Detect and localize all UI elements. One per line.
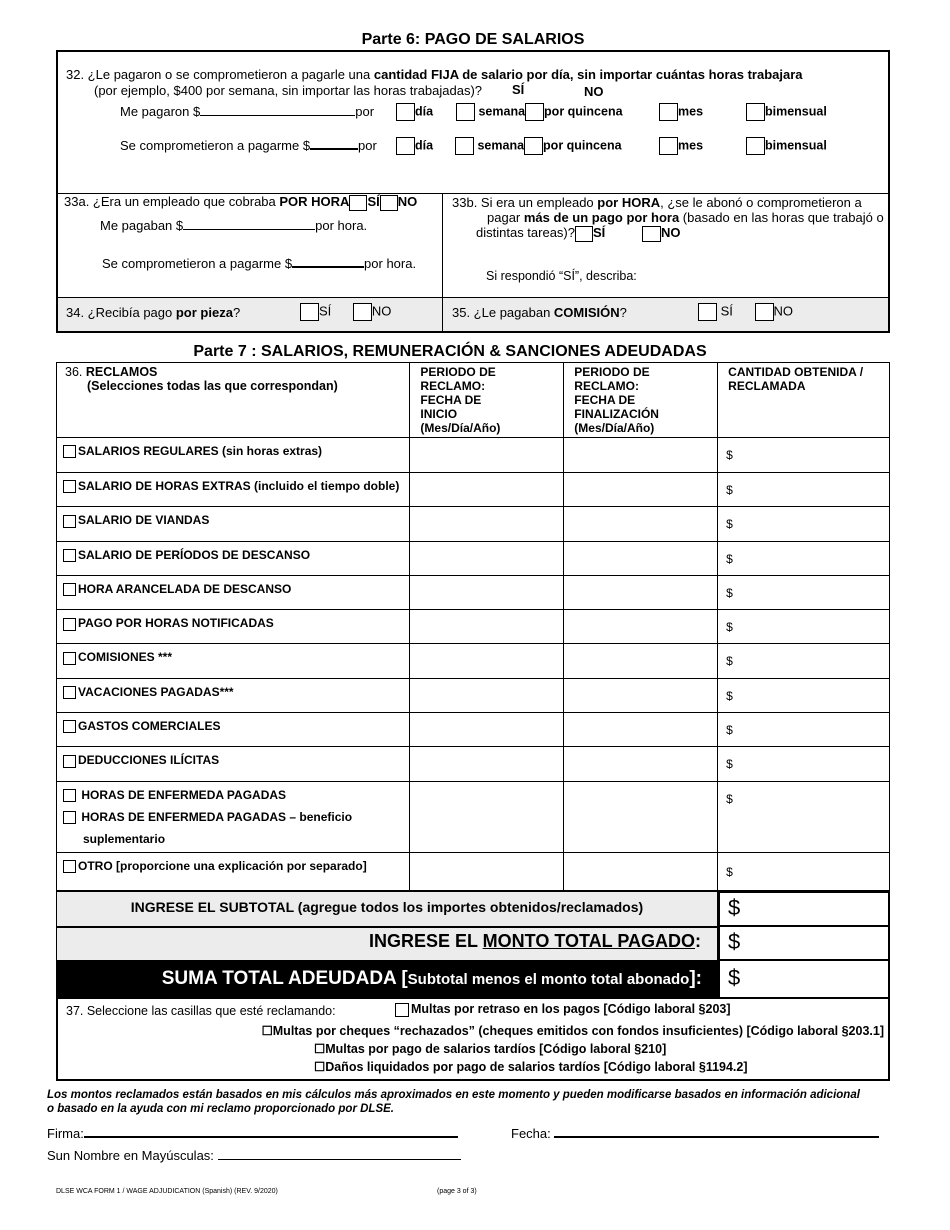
sick-label-1: HORAS DE ENFERMEDA PAGADAS [81, 787, 287, 802]
q32-promised-row [120, 138, 377, 153]
claim-checkbox[interactable] [63, 720, 76, 733]
nombre-field[interactable] [218, 1146, 461, 1160]
total-paid-label-cell [56, 927, 718, 961]
sick-checkbox-2[interactable] [63, 811, 76, 824]
q32-promised-mes-checkbox[interactable] [659, 137, 678, 155]
q32-paid-label: Me pagaron $ [120, 104, 201, 119]
claim-checkbox[interactable] [63, 618, 76, 631]
q34-prefix: 34. ¿Recibía pago [66, 305, 176, 320]
firma-row [47, 1124, 458, 1141]
q33a-no: NO [397, 194, 418, 209]
sum-total-label [162, 968, 702, 990]
claims-header-end [564, 363, 718, 438]
claim-label-cell [57, 473, 410, 507]
opt-mes-2: mes [678, 138, 704, 153]
q34-question [66, 305, 240, 320]
q33b-no-label: NO [661, 225, 681, 240]
q32-por: por [355, 104, 375, 119]
q33b-no [642, 225, 681, 242]
claim-amount[interactable]: $ [718, 713, 890, 747]
sick-end-date[interactable] [564, 781, 718, 852]
claim-rows [57, 438, 890, 782]
q32-no-label: NO [584, 84, 604, 99]
claim-label-cell [57, 575, 410, 609]
q32-paid-mes-checkbox[interactable] [659, 103, 678, 121]
claim-end-date[interactable] [564, 644, 718, 678]
q37-opt1-label: Multas por retraso en los pagos [Código laboral §203] [411, 1002, 731, 1016]
other-label-cell [57, 852, 410, 892]
claim-start-date[interactable] [410, 747, 564, 781]
q33a-paid-row [100, 218, 367, 233]
q32-promised-semana-checkbox[interactable] [455, 137, 474, 155]
claim-label: SALARIO DE VIANDAS [78, 513, 210, 528]
sick-label-cell [57, 781, 410, 852]
q34-suffix: ? [232, 305, 241, 320]
q34-si: SÍ [319, 303, 332, 319]
q35-si-checkbox[interactable] [698, 303, 717, 321]
q35-options [698, 303, 793, 321]
sick-amount[interactable]: $ [718, 781, 890, 852]
sick-label-2: HORAS DE ENFERMEDA PAGADAS – beneficio [81, 809, 353, 824]
q34-options [300, 303, 391, 321]
part7-title: Parte 7 : SALARIOS, REMUNERACIÓN & SANCIONES ADEUDADAS [193, 343, 707, 360]
other-checkbox[interactable] [63, 860, 76, 873]
page-number: (page 3 of 3) [437, 1188, 477, 1195]
h3-l1: PERIODO DE [574, 365, 650, 379]
q33a-paid-field[interactable] [183, 218, 315, 230]
total-paid-suffix: : [695, 931, 701, 951]
claim-checkbox[interactable] [63, 755, 76, 768]
part6-title: Parte 6: PAGO DE SALARIOS [361, 31, 585, 48]
claim-label: SALARIO DE HORAS EXTRAS (incluido el tiempo doble) [78, 479, 400, 493]
fecha-row [511, 1124, 879, 1141]
claim-label-cell [57, 747, 410, 781]
q35-bold: COMISIÓN [553, 305, 620, 320]
q37-label: 37. Seleccione las casillas que esté reclamando: [66, 1004, 336, 1018]
claim-start-date[interactable] [410, 644, 564, 678]
claim-end-date[interactable] [564, 507, 718, 541]
q36-sub: (Selecciones todas las que correspondan) [87, 379, 338, 393]
q33a-no-checkbox[interactable] [380, 195, 398, 211]
q33b-b1: por HORA [597, 195, 661, 210]
fecha-field[interactable] [554, 1124, 879, 1138]
claim-label: GASTOS COMERCIALES [78, 719, 221, 734]
claim-end-date[interactable] [564, 541, 718, 575]
claim-row [57, 575, 890, 609]
q33b-line1 [452, 195, 862, 210]
h4-l1: CANTIDAD OBTENIDA / [728, 365, 864, 379]
claim-amount[interactable]: $ [718, 610, 890, 644]
claim-end-date[interactable] [564, 473, 718, 507]
claim-label: SALARIO DE PERÍODOS DE DESCANSO [78, 547, 311, 562]
q33a-prefix: 33a. ¿Era un empleado que cobraba [64, 194, 280, 209]
claim-amount[interactable]: $ [718, 747, 890, 781]
q32-paid-quincena-checkbox[interactable] [525, 103, 544, 121]
q32-paid-bimensual [746, 103, 827, 121]
claim-amount[interactable]: $ [718, 541, 890, 575]
claim-checkbox[interactable] [63, 686, 76, 699]
q34-bold: por pieza [175, 305, 233, 320]
other-start-date[interactable] [410, 852, 564, 892]
q33b-no-checkbox[interactable] [642, 226, 661, 242]
h3-l5: (Mes/Día/Año) [574, 421, 655, 435]
q32-paid-options [396, 103, 433, 121]
total-paid-underlined: MONTO TOTAL PAGADO [482, 931, 695, 951]
claims-header-reclamos [57, 363, 410, 438]
subtotal-label: INGRESE EL SUBTOTAL (agregue todos los importes obtenidos/reclamados) [130, 899, 644, 915]
q32-paid-bimensual-checkbox[interactable] [746, 103, 765, 121]
q33a-si: SÍ [367, 194, 380, 209]
q32-line2: (por ejemplo, $400 por semana, sin importar las horas trabajadas)? [94, 83, 483, 98]
claim-checkbox[interactable] [63, 445, 76, 458]
h3-l3: FECHA DE [574, 393, 636, 407]
q33a-per-hour: por hora. [315, 218, 368, 233]
q37-option-4[interactable]: ☐Daños liquidados por pago de salarios tardíos [Código laboral §1194.2] [314, 1060, 748, 1074]
claim-label-cell [57, 644, 410, 678]
claim-row [57, 747, 890, 781]
nombre-row [47, 1146, 461, 1163]
q35-question [452, 305, 627, 320]
claim-label-cell [57, 541, 410, 575]
form-id: DLSE WCA FORM 1 / WAGE ADJUDICATION (Spanish) (REV. 9/2020) [56, 1188, 278, 1195]
h2-l3: FECHA DE [420, 393, 482, 407]
q35-no: NO [773, 303, 794, 319]
claim-amount[interactable]: $ [718, 438, 890, 473]
q32-promised-dia [396, 137, 433, 155]
claims-header-row [57, 363, 890, 438]
sum-total-label-cell [56, 961, 718, 999]
q35-suffix: ? [619, 305, 627, 320]
sick-label-3: suplementario [83, 831, 166, 846]
q32-paid-dia-checkbox[interactable] [396, 103, 415, 121]
firma-label: Firma: [47, 1126, 84, 1141]
opt-semana-2: semana [477, 138, 525, 153]
claim-start-date[interactable] [410, 507, 564, 541]
q33a-question [64, 194, 417, 211]
q32-paid-row [120, 104, 374, 119]
sick-start-date[interactable] [410, 781, 564, 852]
sum-total-dollar: $ [728, 965, 741, 990]
q33b-si-checkbox[interactable] [575, 226, 593, 242]
claim-amount[interactable]: $ [718, 575, 890, 609]
q33b-p3: pagar [487, 210, 524, 225]
q32-promised-bimensual-checkbox[interactable] [746, 137, 765, 155]
opt-dia-2: día [415, 138, 434, 153]
subtotal-label-cell [56, 890, 718, 927]
claim-end-date[interactable] [564, 575, 718, 609]
total-paid-amount-cell[interactable] [718, 927, 890, 961]
q33a-si-checkbox[interactable] [349, 195, 367, 211]
h2-l2: RECLAMO: [420, 379, 486, 393]
q37-checkbox-1[interactable] [395, 1003, 409, 1017]
sick-checkbox-1[interactable] [63, 789, 76, 802]
other-end-date[interactable] [564, 852, 718, 892]
claim-end-date[interactable] [564, 678, 718, 712]
divider-vertical-2 [442, 297, 443, 331]
claim-label: DEDUCCIONES ILÍCITAS [78, 753, 220, 768]
q32-por2: por [358, 138, 377, 153]
other-amount[interactable]: $ [718, 852, 890, 892]
claim-checkbox[interactable] [63, 583, 76, 596]
claim-amount[interactable]: $ [718, 644, 890, 678]
q34-no: NO [371, 303, 392, 319]
disclaimer-line2: o basado en la ayuda con mi reclamo proporcionado por DLSE. [47, 1103, 394, 1115]
claim-row [57, 438, 890, 473]
q33b-p5: distintas tareas)? [476, 225, 575, 240]
q35-si: SÍ [720, 303, 733, 319]
other-label: OTRO [proporcione una explicación por separado] [78, 858, 367, 873]
claims-table [56, 362, 890, 893]
claim-start-date[interactable] [410, 575, 564, 609]
claim-row [57, 713, 890, 747]
total-paid-dollar: $ [728, 929, 741, 954]
q32-promised-label: Se comprometieron a pagarme $ [120, 138, 311, 153]
q33a-promised-label: Se comprometieron a pagarme $ [102, 256, 293, 271]
claim-label-cell [57, 610, 410, 644]
claim-amount[interactable]: $ [718, 678, 890, 712]
q32-paid-amount-field[interactable] [200, 104, 355, 116]
claim-label: COMISIONES *** [78, 650, 173, 665]
claim-row [57, 473, 890, 507]
q32-promised-semana [455, 137, 622, 155]
claim-end-date[interactable] [564, 713, 718, 747]
q36-num: 36. [65, 365, 86, 379]
q34-no-checkbox[interactable] [353, 303, 372, 321]
q33a-per-hour-2: por hora. [364, 256, 417, 271]
nombre-label: Sun Nombre en Mayúsculas: [47, 1148, 214, 1163]
q33a-promised-field[interactable] [292, 256, 364, 268]
q33a-bold: POR HORA [279, 194, 350, 209]
q32-promised-dia-checkbox[interactable] [396, 137, 415, 155]
q33b-describe: Si respondió “SÍ”, describa: [486, 269, 637, 283]
q37-option-2[interactable]: ☐Multas por cheques “rechazados” (cheques emitidos con fondos insuficientes) [Código laboral §203.1] [261, 1024, 884, 1038]
q32-prefix: 32. ¿Le pagaron o se comprometieron a pagarle una [66, 67, 374, 82]
q32-bold: cantidad FIJA de salario por día, sin importar cuántas horas trabajara [373, 67, 803, 82]
q32-paid-mes [659, 103, 703, 121]
claim-amount[interactable]: $ [718, 507, 890, 541]
claim-row [57, 541, 890, 575]
claim-start-date[interactable] [410, 610, 564, 644]
claim-start-date[interactable] [410, 438, 564, 473]
q33b-line2 [487, 210, 884, 225]
q32-promised-amount-field[interactable] [310, 138, 358, 150]
claim-end-date[interactable] [564, 438, 718, 473]
q32-paid-semana-checkbox[interactable] [456, 103, 475, 121]
opt-bimensual: bimensual [765, 104, 827, 119]
claim-label-cell [57, 678, 410, 712]
q33b-p4: (basado en las horas que trabajó o [679, 210, 884, 225]
sum-total-amount-cell[interactable] [718, 961, 890, 999]
sum-end: ]: [689, 968, 702, 989]
q33b-p1: 33b. Si era un empleado [452, 195, 598, 210]
q33b-si: SÍ [593, 225, 606, 240]
h4-l2: RECLAMADA [728, 379, 806, 393]
q33b-line3 [476, 225, 605, 242]
claim-start-date[interactable] [410, 713, 564, 747]
claim-label-cell [57, 507, 410, 541]
claim-label: SALARIOS REGULARES (sin horas extras) [78, 444, 323, 458]
claim-label-cell [57, 438, 410, 473]
claim-label: PAGO POR HORAS NOTIFICADAS [78, 616, 274, 631]
claim-start-date[interactable] [410, 678, 564, 712]
claim-amount[interactable]: $ [718, 473, 890, 507]
opt-bimensual-2: bimensual [765, 138, 827, 153]
q33b-p2: , ¿se le abonó o comprometieron a [660, 195, 862, 210]
q34-si-checkbox[interactable] [300, 303, 319, 321]
q33a-paid-label: Me pagaban $ [100, 218, 184, 233]
q33a-promised-row [102, 256, 416, 271]
opt-dia: día [415, 104, 434, 119]
claim-row-other [57, 852, 890, 892]
q32-promised-mes [659, 137, 703, 155]
claim-label: VACACIONES PAGADAS*** [78, 684, 234, 699]
opt-mes: mes [678, 104, 704, 119]
subtotal-dollar: $ [728, 895, 741, 920]
total-paid-label [369, 931, 701, 952]
q32-promised-bimensual [746, 137, 827, 155]
claim-row [57, 678, 890, 712]
subtotal-amount-cell[interactable] [718, 890, 890, 927]
opt-quincena-2: por quincena [543, 138, 622, 153]
sum-small: Subtotal menos el monto total abonado [407, 971, 690, 988]
claim-row [57, 610, 890, 644]
h3-l4: FINALIZACIÓN [574, 407, 659, 421]
claim-label: HORA ARANCELADA DE DESCANSO [78, 581, 292, 596]
q32-si-label: SÍ [512, 82, 525, 97]
q32-question [66, 67, 876, 82]
claim-end-date[interactable] [564, 747, 718, 781]
sum-big: SUMA TOTAL ADEUDADA [ [161, 968, 408, 989]
claim-checkbox[interactable] [63, 652, 76, 665]
h2-l1: PERIODO DE [420, 365, 496, 379]
disclaimer [47, 1088, 917, 1116]
claim-checkbox[interactable] [63, 515, 76, 528]
q33b-b2: más de un pago por hora [523, 210, 680, 225]
opt-quincena: por quincena [544, 104, 623, 119]
claim-label-cell [57, 713, 410, 747]
q32-paid-semana [456, 103, 623, 121]
disclaimer-line1: Los montos reclamados están basados en mis cálculos más aproximados en este momento y pueden modificarse basados en información adicional [47, 1089, 860, 1101]
total-paid-prefix: INGRESE EL [368, 931, 483, 951]
claim-row [57, 507, 890, 541]
q35-prefix: 35. ¿Le pagaban [452, 305, 554, 320]
firma-field[interactable] [84, 1124, 458, 1138]
part6-box [56, 50, 890, 333]
h2-l4: INICIO [420, 407, 458, 421]
q32-promised-quincena-checkbox[interactable] [524, 137, 543, 155]
h3-l2: RECLAMO: [574, 379, 639, 393]
q37-option-1 [395, 1002, 731, 1017]
claim-checkbox[interactable] [63, 480, 76, 493]
claim-checkbox[interactable] [63, 549, 76, 562]
claim-end-date[interactable] [564, 610, 718, 644]
h2-l5: (Mes/Día/Año) [420, 421, 501, 435]
claims-header-start [410, 363, 564, 438]
q35-no-checkbox[interactable] [755, 303, 774, 321]
claim-start-date[interactable] [410, 541, 564, 575]
claim-row [57, 644, 890, 678]
claim-start-date[interactable] [410, 473, 564, 507]
claim-row-sick [57, 781, 890, 852]
q37-box [56, 999, 890, 1081]
claims-header-amount [718, 363, 890, 438]
q37-option-3[interactable]: ☐Multas por pago de salarios tardíos [Código laboral §210] [314, 1042, 667, 1056]
q36-title: RECLAMOS [85, 365, 158, 379]
opt-semana: semana [478, 104, 526, 119]
fecha-label: Fecha: [511, 1126, 551, 1141]
